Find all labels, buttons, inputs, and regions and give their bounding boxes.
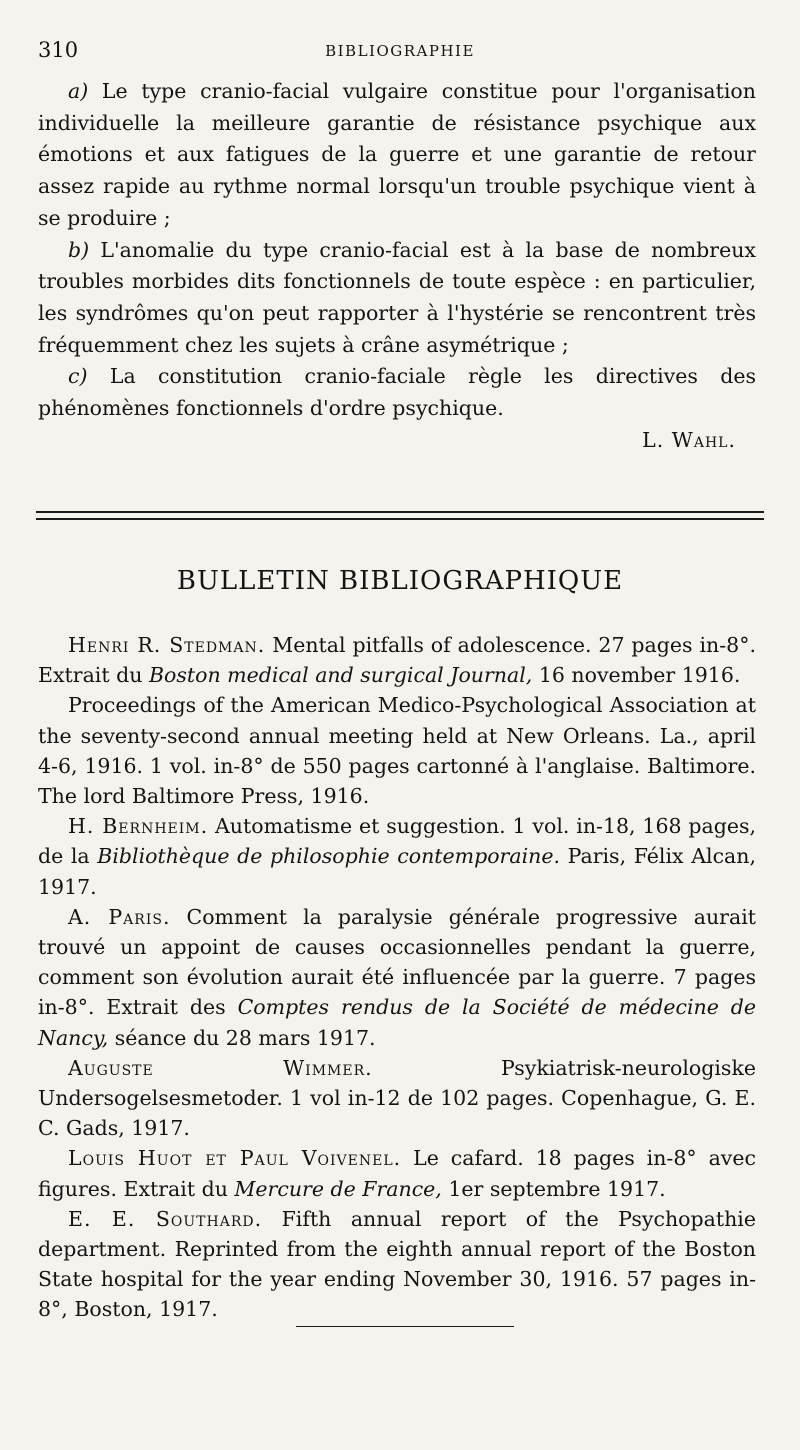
conclusion-c	[38, 361, 756, 424]
bib-publication: Comptes rendus de la Société de médecine de Nancy,	[38, 995, 756, 1050]
bib-text-end: 16 november 1916.	[532, 663, 741, 688]
page-header	[36, 38, 764, 68]
running-head: BIBLIOGRAPHIE	[325, 42, 475, 60]
bib-entry	[38, 1053, 756, 1144]
section-divider-top	[36, 511, 764, 513]
bulletin-title: BULLETIN BIBLIOGRAPHIQUE	[176, 566, 624, 596]
bib-text-end: Paris, Félix Alcan, 1917.	[38, 844, 756, 899]
review-conclusions	[38, 76, 756, 456]
bib-author: Henri R. Stedman.	[68, 633, 266, 657]
bib-author: A. Paris.	[68, 904, 171, 929]
bib-author: E. E. Southard.	[68, 1206, 263, 1231]
conclusion-a	[38, 76, 756, 235]
bib-author: Louis Huot et Paul Voivenel.	[68, 1146, 402, 1171]
bib-text: Psykiatrisk-neurologiske Undersogelsesmetoder. 1 vol in-12 de 102 pages. Copenhague, G. E. C. Gads, 1917.	[38, 1055, 756, 1141]
conclusion-a-text: Le type cranio-facial vulgaire constitue pour l'organisation individuelle la meilleure garantie de résistance psychique aux émotions et aux fatigues de la guerre et une garantie de retour assez rapide au rythme normal lorsqu'un trouble psychique vient à se produire ;	[38, 79, 756, 230]
bib-text: Automatisme et suggestion. 1 vol. in-18, 168 pages, de la	[38, 814, 757, 869]
bib-publication: Bibliothèque de philosophie contemporaine.	[97, 844, 560, 869]
bib-text: Fifth annual report of the Psychopathie department. Reprinted from the eighth annual report of the Boston State hospital for the year ending November 30, 1916. 57 pages in-8°, Boston, 1917.	[38, 1206, 756, 1322]
bibliography-list	[38, 630, 756, 1325]
conclusion-c-marker: c)	[68, 364, 88, 389]
bib-publication: Boston medical and surgical Journal,	[148, 663, 533, 688]
bib-entry	[38, 902, 756, 1053]
conclusion-b	[38, 235, 756, 362]
bib-text: Le cafard. 18 pages in-8° avec figures. Extrait du	[38, 1146, 756, 1201]
bib-publication: Mercure de France,	[234, 1176, 442, 1201]
bib-entry	[38, 1204, 756, 1325]
bib-text-end: 1er septembre 1917.	[441, 1176, 666, 1201]
end-rule	[296, 1326, 514, 1327]
bib-author: Auguste Wimmer.	[68, 1055, 373, 1080]
bib-entry	[38, 690, 756, 811]
bib-entry	[38, 1143, 756, 1203]
review-signature: L. Wahl.	[642, 427, 736, 452]
bib-text: Proceedings of the American Medico-Psychological Association at the seventy-second annual meeting held at New Orleans. La., april 4-6, 1916. 1 vol. in-8° de 550 pages cartonné à l'anglaise. Baltimore. The lord Baltimore Press, 1916.	[38, 693, 756, 809]
bib-text: Mental pitfalls of adolescence. 27 pages in-8°. Extrait du	[38, 633, 756, 688]
conclusion-b-marker: b)	[68, 237, 90, 262]
conclusion-c-text: La constitution cranio-faciale règle les directives des phénomènes fonctionnels d'ordre psychique.	[38, 364, 756, 421]
conclusion-b-text: L'anomalie du type cranio-facial est à la base de nombreux troubles morbides dits fonctionnels de toute espèce : en particulier, les syndrômes qu'on peut rapporter à l'hystérie se rencontrent très fréquemment chez les sujets à crâne asymétrique ;	[38, 237, 756, 357]
conclusion-a-marker: a)	[68, 79, 89, 103]
bib-text-end: séance du 28 mars 1917.	[108, 1025, 376, 1050]
bib-entry	[38, 811, 756, 902]
bib-text: Comment la paralysie générale progressive aurait trouvé un appoint de causes occasionnelles pendant la guerre, comment son évolution aurait été influencée par la guerre. 7 pages in-8°. Extrait des	[38, 904, 756, 1020]
section-divider-bottom	[36, 518, 764, 520]
bib-entry	[38, 630, 756, 690]
bib-author: H. Bernheim.	[68, 814, 209, 839]
page-number: 310	[38, 38, 79, 62]
